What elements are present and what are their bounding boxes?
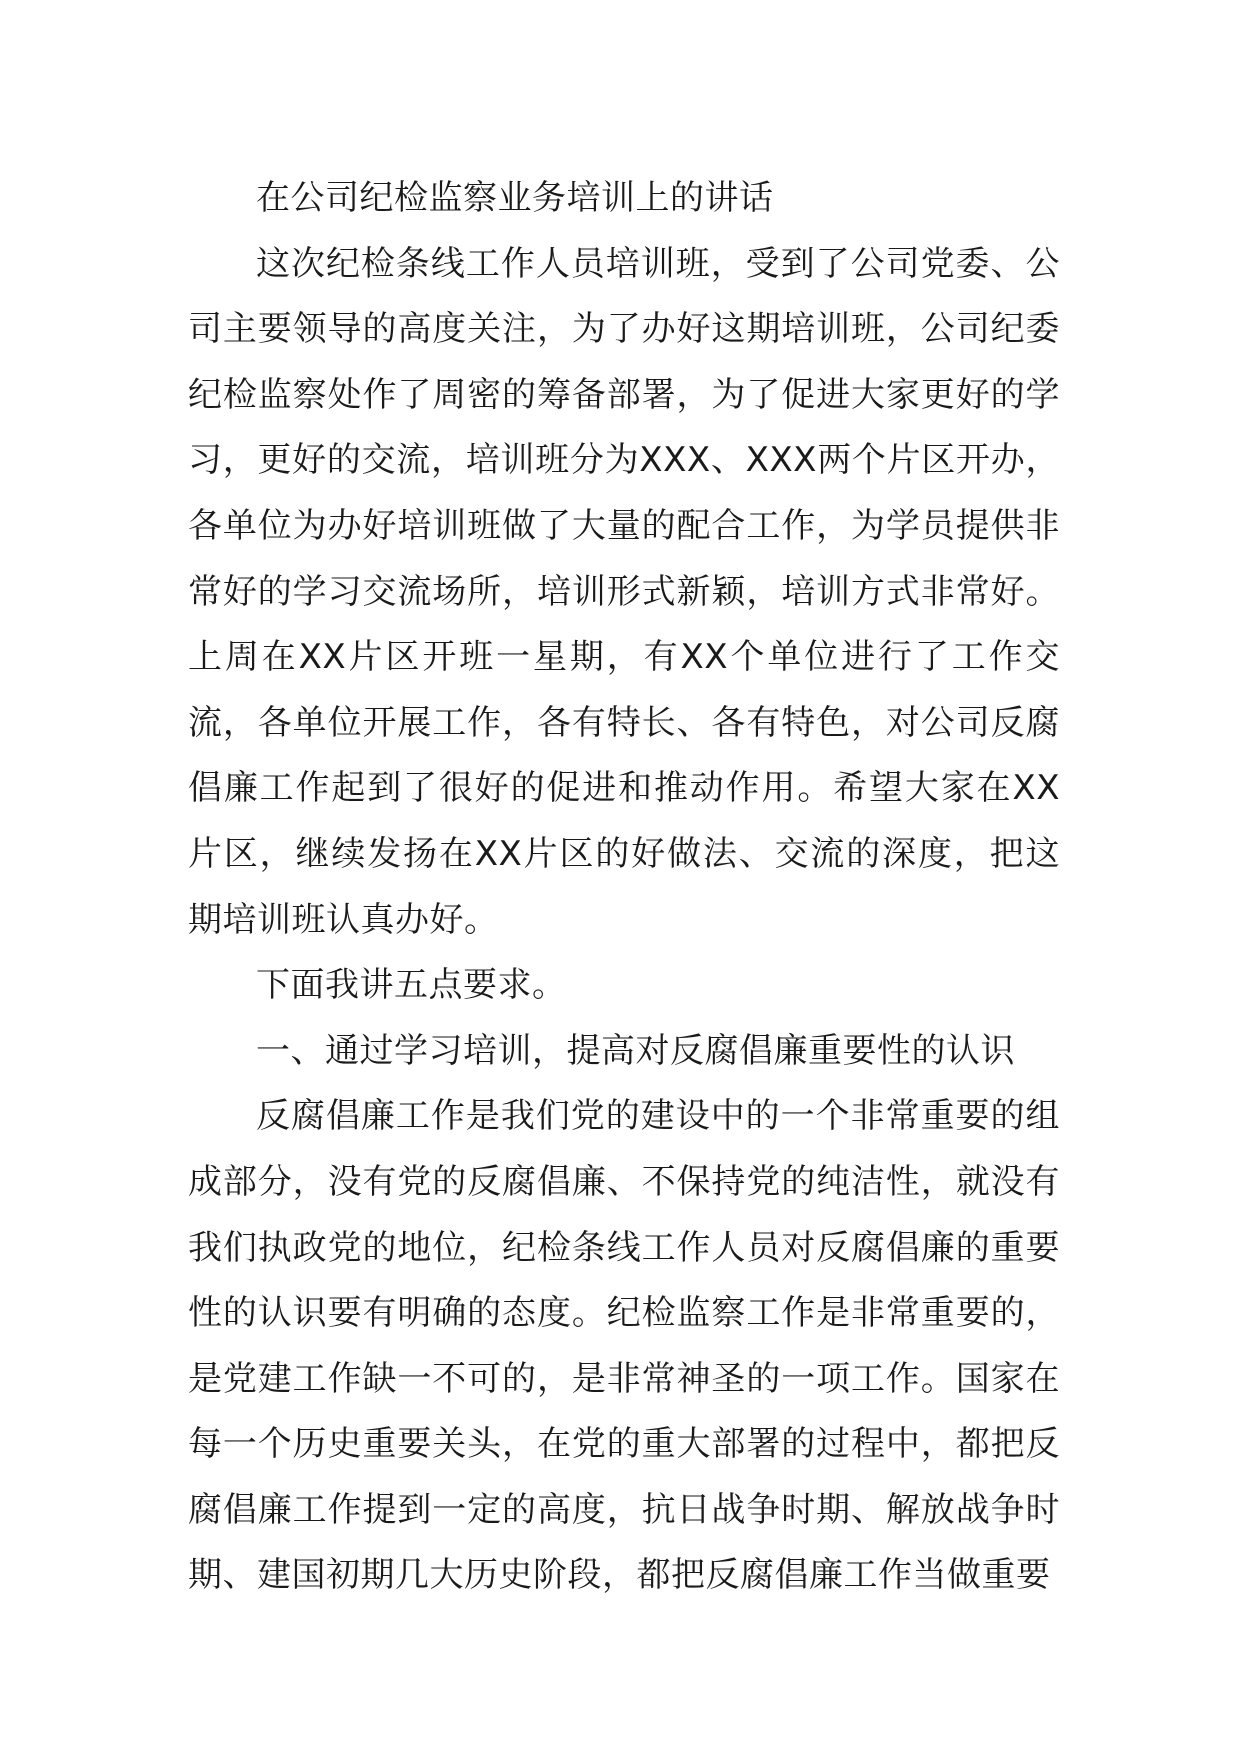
- paragraph-section-1-body: 反腐倡廉工作是我们党的建设中的一个非常重要的组成部分，没有党的反腐倡廉、不保持党的纯洁性，就没有我们执政党的地位，纪检条线工作人员对反腐倡廉的重要性的认识要有明确的态度。纪检监察工作是非常重要的，是党建工作缺一不可的，是非常神圣的一项工作。国家在每一个历史重要关头，在党的重大部署的过程中，都把反腐倡廉工作提到一定的高度，抗日战争时期、解放战争时期、建国初期几大历史阶段，都把反腐倡廉工作当做重要: [188, 1096, 1060, 1596]
- paragraph-intro: 这次纪检条线工作人员培训班，受到了公司党委、公司主要领导的高度关注，为了办好这期培训班，公司纪委纪检监察处作了周密的筹备部署，为了促进大家更好的学习，更好的交流，培训班分为XXX、XXX两个片区开办，各单位为办好培训班做了大量的配合工作，为学员提供非常好的学习交流场所，培训形式新颖，培训方式非常好。上周在XX片区开班一星期，有XX个单位进行了工作交流，各单位开展工作，各有特长、各有特色，对公司反腐倡廉工作起到了很好的促进和推动作用。希望大家在XX片区，继续发扬在XX片区的好做法、交流的深度，把这期培训班认真办好。: [188, 243, 1060, 940]
- document-title: 在公司纪检监察业务培训上的讲话: [256, 178, 774, 218]
- paragraph-requirements-lead: 下面我讲五点要求。: [256, 965, 567, 1006]
- section-heading-1: 一、通过学习培训，提高对反腐倡廉重要性的认识: [256, 1030, 1015, 1071]
- document-page: [188, 166, 1060, 1609]
